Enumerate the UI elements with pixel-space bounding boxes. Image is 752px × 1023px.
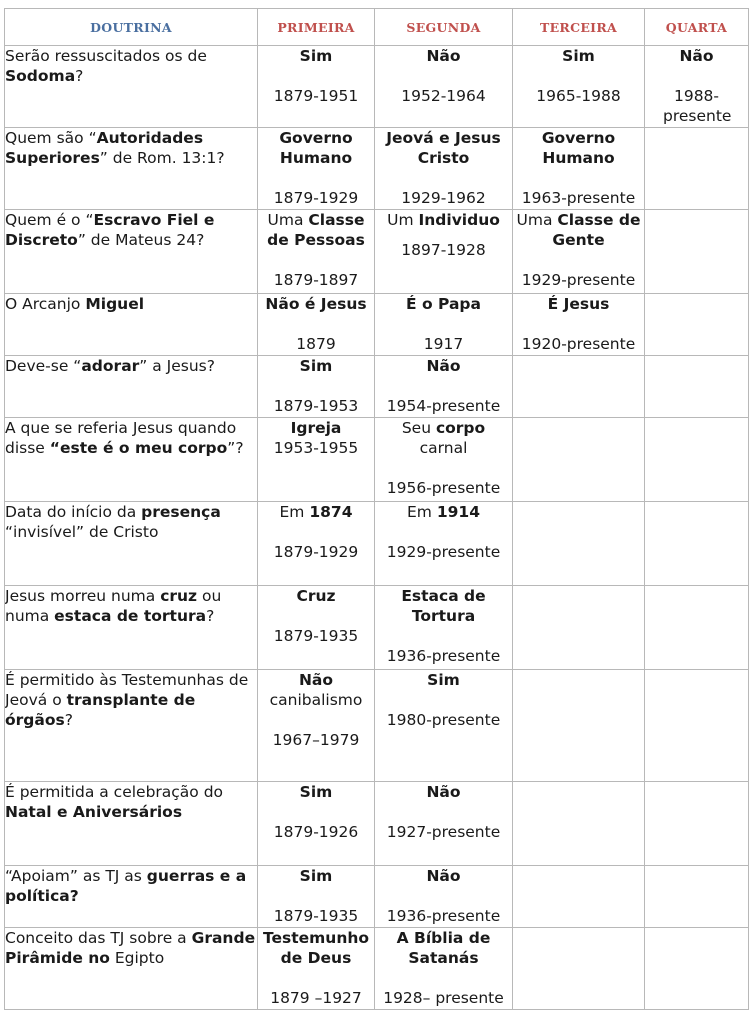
header-third: TERCEIRA [513, 9, 645, 46]
answer-value: Estaca de Tortura [401, 587, 486, 625]
answer-value: Não [679, 47, 714, 65]
answer-value: 1914 [436, 503, 480, 521]
header-fourth: QUARTA [645, 9, 749, 46]
answer-years: 1879-1926 [273, 823, 359, 841]
question-text: Jesus morreu numa [5, 587, 161, 605]
answer-cell-first [258, 670, 375, 782]
answer-cell-first [258, 210, 375, 294]
question-keyword: estaca de tortura [54, 607, 207, 625]
question-text: Quem é o “ [5, 211, 94, 229]
answer-cell-second [375, 502, 513, 586]
answer-prefix: Um [387, 211, 419, 229]
question-keyword: guerras e a política? [5, 867, 247, 905]
answer-years: 1879-1897 [273, 271, 359, 289]
answer-cell-third [513, 502, 645, 586]
answer-years: 1929-presente [521, 271, 636, 289]
answer-cell-third [513, 46, 645, 128]
answer-cell-fourth [645, 782, 749, 866]
table-row [5, 210, 749, 294]
answer-cell-second [375, 128, 513, 210]
answer-cell-third [513, 210, 645, 294]
answer-years: 1879-1929 [273, 189, 359, 207]
question-text: Serão ressuscitados os de [5, 47, 207, 65]
answer-cell-first [258, 866, 375, 928]
answer-cell-fourth [645, 46, 749, 128]
answer-cell-fourth [645, 502, 749, 586]
table-row [5, 670, 749, 782]
answer-value: Classe de Pessoas [267, 211, 365, 249]
question-cell [5, 46, 258, 128]
answer-cell-second [375, 866, 513, 928]
answer-years: 1920-presente [521, 335, 636, 353]
answer-cell-first [258, 128, 375, 210]
answer-cell-third [513, 928, 645, 1010]
answer-cell-first [258, 928, 375, 1010]
question-cell [5, 670, 258, 782]
table-row [5, 294, 749, 356]
question-cell [5, 418, 258, 502]
table-row [5, 46, 749, 128]
question-keyword: Autoridades Superiores [5, 129, 204, 167]
table-row [5, 866, 749, 928]
answer-prefix: Seu [401, 419, 436, 437]
answer-value: Igreja [290, 419, 342, 437]
answer-years: 1879-1929 [273, 543, 359, 561]
answer-value: Não [426, 783, 461, 801]
question-keyword: “este é o meu corpo [49, 439, 228, 457]
question-cell [5, 502, 258, 586]
answer-cell-second [375, 356, 513, 418]
answer-cell-second [375, 46, 513, 128]
answer-value: Governo Humano [279, 129, 353, 167]
answer-value: Não [426, 357, 461, 375]
question-keyword: Escravo Fiel e Discreto [5, 211, 215, 249]
answer-value: A Bíblia de Satanás [396, 929, 491, 967]
answer-cell-third [513, 294, 645, 356]
question-keyword: Sodoma [5, 67, 76, 85]
answer-cell-fourth [645, 128, 749, 210]
table-row [5, 782, 749, 866]
answer-suffix: carnal [419, 439, 468, 457]
question-cell [5, 294, 258, 356]
answer-cell-third [513, 128, 645, 210]
question-text: ” de Mateus 24? [77, 231, 205, 249]
question-text: ” de Rom. 13:1? [99, 149, 225, 167]
answer-cell-fourth [645, 418, 749, 502]
question-cell [5, 928, 258, 1010]
question-text: Deve-se “ [5, 357, 82, 375]
answer-cell-second [375, 210, 513, 294]
answer-prefix: Uma [516, 211, 558, 229]
answer-cell-second [375, 782, 513, 866]
answer-years: 1963-presente [521, 189, 636, 207]
question-cell [5, 356, 258, 418]
answer-value: Individuo [418, 211, 500, 229]
answer-cell-fourth [645, 866, 749, 928]
table-row [5, 418, 749, 502]
answer-years: 1928– presente [383, 989, 504, 1007]
question-cell [5, 128, 258, 210]
answer-cell-fourth [645, 356, 749, 418]
answer-years: 1967–1979 [272, 731, 360, 749]
question-cell [5, 782, 258, 866]
answer-cell-fourth [645, 586, 749, 670]
answer-years: 1927-presente [386, 823, 501, 841]
answer-cell-third [513, 782, 645, 866]
answer-years: 1929-1962 [401, 189, 486, 207]
answer-value: Não é Jesus [265, 295, 367, 313]
answer-cell-second [375, 670, 513, 782]
table-row [5, 356, 749, 418]
question-cell [5, 586, 258, 670]
header-doctrine: DOUTRINA [5, 9, 258, 46]
answer-value: Testemunho de Deus [262, 929, 370, 967]
answer-value: Não [426, 47, 461, 65]
answer-years: 1879-1935 [273, 907, 359, 925]
answer-years: 1879 –1927 [270, 989, 362, 1007]
answer-cell-first [258, 46, 375, 128]
question-text: Quem são “ [5, 129, 97, 147]
answer-cell-first [258, 418, 375, 502]
answer-years: 1936-presente [386, 907, 501, 925]
question-text: “invisível” de Cristo [5, 523, 159, 541]
answer-years: 1879 [296, 335, 336, 353]
answer-value: Não [298, 671, 334, 689]
answer-cell-second [375, 294, 513, 356]
answer-cell-second [375, 928, 513, 1010]
question-text: Data do início da [5, 503, 142, 521]
question-text: ? [206, 607, 215, 625]
answer-years: 1956-presente [386, 479, 501, 497]
question-text: O Arcanjo [5, 295, 86, 313]
header-first: PRIMEIRA [258, 9, 375, 46]
question-keyword: Natal e Aniversários [5, 803, 183, 821]
answer-years: 1929-presente [386, 543, 501, 561]
question-text: Egipto [109, 949, 165, 967]
answer-prefix: Em [407, 503, 437, 521]
answer-cell-first [258, 782, 375, 866]
answer-cell-fourth [645, 294, 749, 356]
answer-value: Jeová e Jesus Cristo [386, 129, 501, 167]
question-keyword: adorar [81, 357, 140, 375]
question-text: ? [64, 711, 73, 729]
answer-years: 1879-1951 [273, 87, 359, 105]
question-text: ” a Jesus? [139, 357, 215, 375]
answer-cell-third [513, 866, 645, 928]
question-text: ”? [227, 439, 244, 457]
answer-years: 1980-presente [386, 711, 501, 729]
question-keyword: transplante de órgãos [5, 691, 196, 729]
answer-cell-fourth [645, 670, 749, 782]
answer-cell-third [513, 670, 645, 782]
answer-value: Sim [299, 783, 333, 801]
question-keyword: Grande Pirâmide no [5, 929, 256, 967]
table-row [5, 928, 749, 1010]
question-text: ou numa [5, 587, 222, 625]
question-keyword: presença [141, 503, 221, 521]
answer-value: Governo Humano [541, 129, 616, 167]
question-text: “Apoiam” as TJ as [5, 867, 147, 885]
answer-value: Não [426, 867, 461, 885]
question-keyword: Miguel [85, 295, 145, 313]
answer-cell-first [258, 502, 375, 586]
answer-value: Classe de Gente [552, 211, 641, 249]
table-row [5, 128, 749, 210]
answer-cell-second [375, 586, 513, 670]
answer-value: Cruz [296, 587, 336, 605]
answer-value: Sim [299, 357, 333, 375]
answer-value: corpo [435, 419, 486, 437]
answer-years: 1965-1988 [536, 87, 621, 105]
header-second: SEGUNDA [375, 9, 513, 46]
answer-years: 1879-1953 [273, 397, 359, 415]
table-row [5, 586, 749, 670]
answer-cell-fourth [645, 928, 749, 1010]
question-cell [5, 210, 258, 294]
question-text: ? [75, 67, 84, 85]
question-text: É permitido às Testemunhas de Jeová o [5, 671, 249, 709]
answer-years: 1988-presente [663, 87, 732, 125]
question-text: É permitida a celebração do [5, 783, 224, 801]
answer-years: 1952-1964 [401, 87, 486, 105]
answer-cell-third [513, 586, 645, 670]
answer-years: 1917 [423, 335, 464, 353]
answer-cell-third [513, 356, 645, 418]
question-text: Conceito das TJ sobre a [5, 929, 192, 947]
answer-years: 1879-1935 [273, 627, 359, 645]
header-row [5, 9, 749, 46]
answer-years: 1936-presente [386, 647, 501, 665]
answer-cell-second [375, 418, 513, 502]
question-cell [5, 866, 258, 928]
answer-cell-first [258, 586, 375, 670]
answer-cell-fourth [645, 210, 749, 294]
answer-note: canibalismo [269, 691, 363, 709]
answer-value: Sim [299, 47, 333, 65]
answer-cell-first [258, 356, 375, 418]
answer-years: 1953-1955 [273, 439, 359, 457]
question-keyword: cruz [160, 587, 198, 605]
answer-value: 1874 [309, 503, 353, 521]
question-text: A que se referia Jesus quando disse [5, 419, 237, 457]
answer-years: 1954-presente [386, 397, 501, 415]
answer-years: 1897-1928 [401, 241, 486, 259]
answer-value: É o Papa [406, 295, 481, 313]
answer-value: Sim [427, 671, 460, 689]
answer-prefix: Uma [267, 211, 309, 229]
answer-value: Sim [299, 867, 333, 885]
answer-prefix: Em [279, 503, 310, 521]
answer-value: É Jesus [547, 295, 610, 313]
answer-value: Sim [562, 47, 595, 65]
doctrine-table [4, 8, 749, 1010]
table-row [5, 502, 749, 586]
answer-cell-third [513, 418, 645, 502]
answer-cell-first [258, 294, 375, 356]
